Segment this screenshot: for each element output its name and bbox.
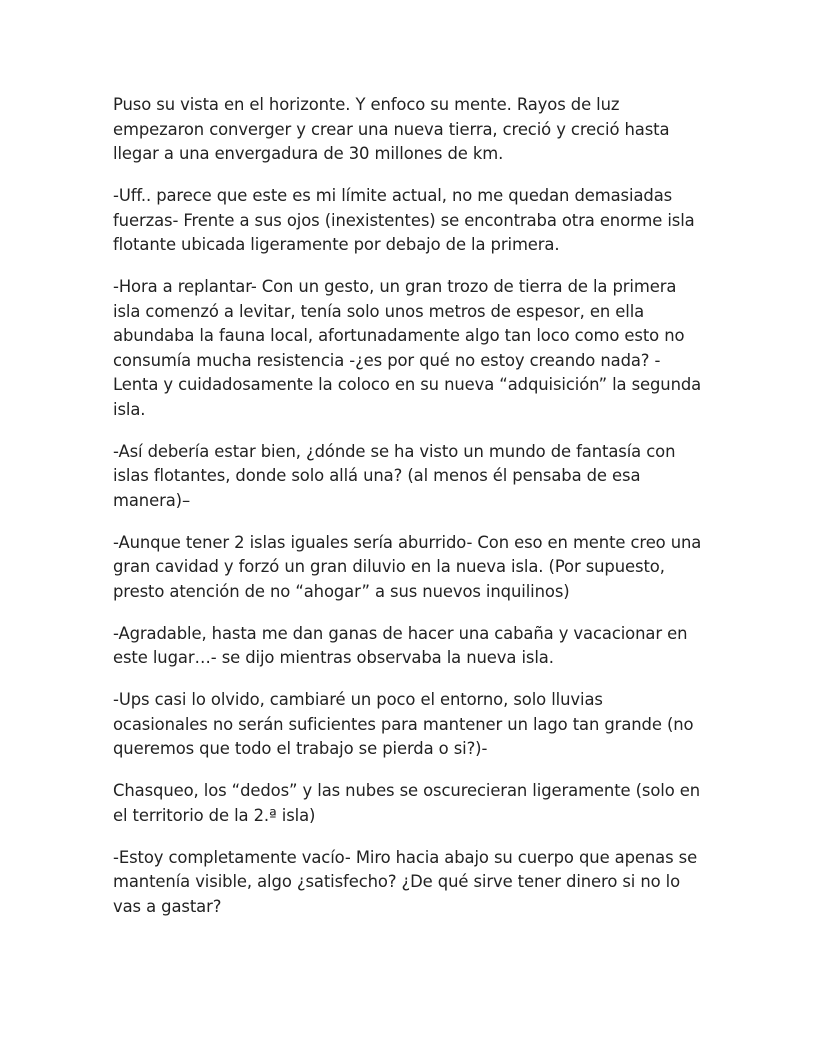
paragraph: -Agradable, hasta me dan ganas de hacer una cabaña y vacacionar en este lugar…- se dijo mientras observaba la nueva isla. xyxy=(113,623,688,667)
paragraph: -Ups casi lo olvido, cambiaré un poco el entorno, solo lluvias ocasionales no serán suficientes para mantener un lago tan grande (no queremos que todo el trabajo se pierda o si?)- xyxy=(113,690,694,758)
paragraph: -Uff.. parece que este es mi límite actual, no me quedan demasiadas fuerzas- Frente a sus ojos (inexistentes) se encontraba otra enorme isla flotante ubicada ligeramente por debajo de la primera. xyxy=(113,186,695,254)
paragraph: -Aunque tener 2 islas iguales sería aburrido- Con eso en mente creo una gran cavidad y forzó un gran diluvio en la nueva isla. (Por supuesto, presto atención de no “ahogar” a sus nuevos inquilinos) xyxy=(113,532,702,601)
paragraph: -Así debería estar bien, ¿dónde se ha visto un mundo de fantasía con islas flotantes, donde solo allá una? (al menos él pensaba de esa manera)– xyxy=(113,441,676,510)
document-page xyxy=(113,93,713,937)
paragraph: Puso su vista en el horizonte. Y enfoco su mente. Rayos de luz empezaron converger y crear una nueva tierra, creció y creció hasta llegar a una envergadura de 30 millones de km. xyxy=(113,95,670,163)
paragraph: -Hora a replantar- Con un gesto, un gran trozo de tierra de la primera isla comenzó a levitar, tenía solo unos metros de espesor, en ella abundaba la fauna local, afortunadamente algo tan loco como esto no consumía mucha resistencia -¿es por qué no estoy creando nada? - Lenta y cuidadosamente la coloco en su nueva “adquisición” la segunda isla. xyxy=(113,277,702,419)
paragraph: Chasqueo, los “dedos” y las nubes se oscurecieran ligeramente (solo en el territorio de la 2.ª isla) xyxy=(113,781,701,825)
paragraph: -Estoy completamente vacío- Miro hacia abajo su cuerpo que apenas se mantenía visible, algo ¿satisfecho? ¿De qué sirve tener dinero si no lo vas a gastar? xyxy=(113,847,698,916)
